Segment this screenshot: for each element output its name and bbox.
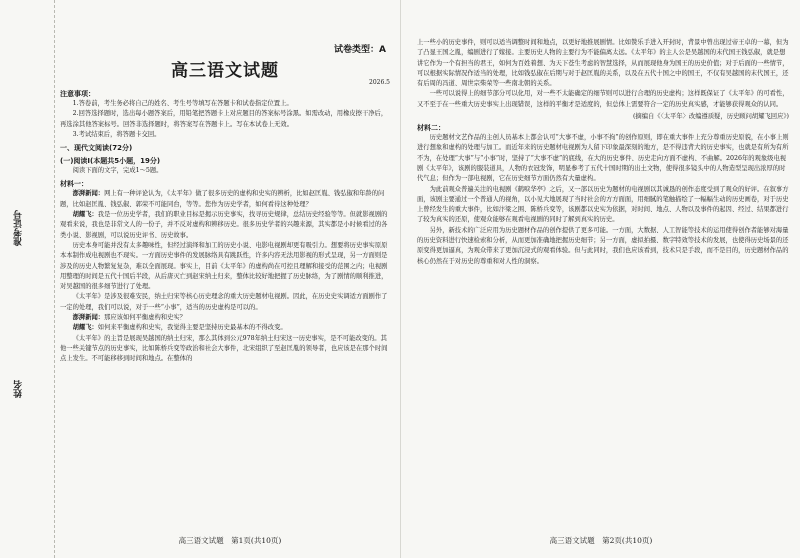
exam-title: 高三语文试题 bbox=[171, 61, 279, 81]
admission-number-label: 准考证号 bbox=[14, 210, 24, 246]
source-citation: (摘编自《〈太平年〉改编遵质疑，历史顾问胡耀飞回应》) bbox=[632, 113, 789, 121]
exam-type: 试卷类型：A bbox=[334, 45, 386, 55]
note-item: 3.考试结束后，将答题卡交回。 bbox=[72, 130, 161, 138]
material-heading: 材料一： bbox=[60, 180, 88, 189]
page-1-footer: 高三语文试题 第1页(共10页) bbox=[178, 536, 282, 545]
material-paragraph: 历史题材文艺作品的主创人员基本上都会认可“大事不虚，小事不拘”的创作原则，即在重大事件上充分尊重历史原貌，在小事上则进行想象和虚构的处理与加工。而近年来的历史题材电视剧为人留下印象最深刻的地方，是不得违背大的历史事实，也就是有所为有所不为，在处理“大事”与“小事”时，坚持了“大事不虚”的底线，在大的历史事件、历史走向方面不虚构、不曲解。2026年的观象级电视剧《太平年》，该剧的服装道具，人物的衣冠发饰，明显参考了五代十国时期的出土文物，使得很多镜头中的人物造型呈现出浓厚的时代气息；但作为一部电视剧，它在历史细节方面仍然有大量虚构。 bbox=[417, 134, 789, 183]
material-paragraph: 为此前观众普遍关注的电视剧《鹤唳华亭》之后，又一部以历史为题材的电视剧以其诚恳的创作态度受到了观众的好评。在叙事方面，该剧主要通过一个普通人的视角，以小见大地展现了当时社会的方方面面，用细腻的笔触描绘了一幅幅生动的历史画卷，对于历史上曾经发生的重大事件，比如汴梁之围、陈桥兵变等，该剧都以史实为依据，对时间、地点、人物以及事件的起因、经过、结果都进行了较为真实的还原，使观众能够在观看电视剧的同时了解到真实的历史。 bbox=[417, 185, 789, 224]
page-2-footer: 高三语文试题 第2页(共10页) bbox=[549, 536, 653, 545]
interview-paragraph: 一些可以说得上的细节部分可以化用，对一些不太能确定的细节则可以进行合理的历史虚构；这样既保证了《太平年》的可看性，又不至于在一些重大历史事实上出现错误，这样的平衡才是适度的，但总体上需要符合一定的历史真实感，才能够获得观众的认同。 bbox=[417, 90, 789, 108]
material-paragraph: 另外，新技术的广泛应用为历史题材作品的创作提供了更多可能。一方面，大数据、人工智能等技术的运用使得创作者能够对海量的历史资料进行快速检索和分析，从而更加准确地把握历史细节；另一方面，虚拟拍摄、数字特效等技术的发展，也使得历史场景的还原变得更加逼真，为观众带来了更加沉浸式的观看体验。但与此同时，我们也应该看到，技术只是手段，而不是目的，历史题材作品的核心仍然在于对历史的尊重和对人性的洞察。 bbox=[417, 226, 789, 265]
exam-date: 2026.5 bbox=[369, 79, 390, 86]
speaker: 澎湃新闻： bbox=[72, 314, 105, 322]
interview-paragraph: 《太平年》的主旨是展现吴越国的纳土归宋，那么其体到公元978年纳土归宋这一历史事实，是不可能改变的。其他一些关键节点的历史事实，比如陈桥兵变等政治和社会大事件，北宋组织了至赵匡胤的领导者，也应该是在那个时间点上发生。不可能移移到时间和地点。在整体的 bbox=[60, 334, 388, 363]
page-2-body bbox=[417, 38, 789, 267]
notes-heading: 注意事项： bbox=[60, 90, 95, 98]
page-1-body bbox=[60, 40, 390, 365]
material-heading: 材料二： bbox=[417, 124, 445, 133]
note-item: 2.回答选择题时，选出每小题答案后，用铅笔把答题卡上对应题目的答案标号涂黑。如需改动，用橡皮擦干净后，再选涂其他答案标号。回答非选择题时，将答案写在答题卡上。写在本试卷上无效。 bbox=[60, 110, 388, 128]
interview-paragraph: 胡耀飞：如何来平衡虚构和史实，我觉得主要是坚持历史最基本的不得改变。 bbox=[72, 324, 287, 332]
section-heading: 一、现代文阅读(72分) bbox=[60, 144, 133, 153]
interview-paragraph: 澎湃新闻：那应该如何平衡虚构和史实？ bbox=[72, 314, 186, 322]
speaker: 胡耀飞： bbox=[72, 211, 98, 219]
interview-paragraph: 澎湃新闻：网上有一种评论认为，《太平年》做了很多历史的虚构和史实的辨析，比如赵匡胤、钱弘俶和年龄的问题，比如赵匡胤、钱弘俶、郭荣不可能同台，等等。您作为历史学者，如何看待这种处理？ bbox=[60, 190, 385, 208]
instruction: 阅读下面的文字，完成1～5题。 bbox=[72, 167, 163, 175]
interview-paragraph: 历史本身可能并没有太多趣味性，但经过演绎和加工的历史小说、电影电视剧却更有吸引力。想要将历史事实原原本本制作成电视剧也不现实。一方面历史事件的发展脉络具有跳跃性，许多内容无法用影视的形式呈现，另一方面则是涉及的历史人物繁复复杂，难以全面展现。事实上，目前《太平年》的虚构尚在可控且理解和接受的范围之内；电视剧用整理的时间是五代十国后半段，从后唐灭亡到赵宋纳土归来，整体比较好地把握了历史脉络，为了剧情的顺利推进，对吴越国的很多细节进行了处理。 bbox=[60, 241, 388, 291]
name-label: 姓名 bbox=[14, 380, 24, 398]
interview-paragraph: 上一些小的历史事件，则可以适当调整时间和地点，以更好地推展剧情。比如赞乐手进入开封时，背景中曾出现过帝王卓的一幕，但为了凸显王国之胤，编剧进行了嫁接。主要历史人物的主要行为不能偏离太远。《太平年》的主人公是吴越国的末代国王钱弘俶，就是想讲它作为一个有担当的君王，如何为百姓着想、为天下苍生考虑的智慧选择，从而展现他身为国王的历史价值；对于后面的一些情节，可以根据实际情况作适当的处理，比如钱弘俶在后期与对于赵匡胤的关系，以及在五代十国之中的国王，不仅有吴越国的末代国王，还有后周的冯道、周世宗柴荣等一些南北朝的关系。 bbox=[417, 39, 789, 88]
speaker: 澎湃新闻： bbox=[72, 190, 105, 198]
speaker: 胡耀飞： bbox=[72, 324, 98, 332]
note-item: 1.答卷前，考生务必将自己的姓名、考生号等填写在答题卡和试卷指定位置上。 bbox=[72, 100, 293, 107]
binding-margin bbox=[0, 0, 55, 558]
subsection-heading: (一)阅读Ⅰ(本题共5小题，19分) bbox=[60, 157, 161, 166]
page-2 bbox=[400, 0, 800, 558]
interview-paragraph: 《太平年》是涉及很难安民，纳土归宋等核心历史理念的重大历史题材电视剧。因此，在历史史实调适方面剧作了一定的处理，我们可以说，对于一些“小事”，适当的历史虚构是可以的。 bbox=[60, 293, 388, 311]
interview-paragraph: 胡耀飞：我是一位历史学者，我们的职业目标是揭示历史事实，找寻历史规律，总结历史经验等等。但就影视剧的观看来说，我也是非常文人的一份子，并不反对虚构和辨移历史。很多历史学者的兴趣来源，其实都是小时候看过的各类小说、影视剧，可以说历史评书、历史故事。 bbox=[60, 211, 388, 239]
